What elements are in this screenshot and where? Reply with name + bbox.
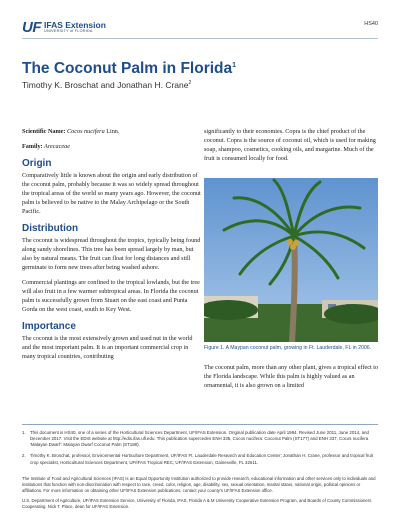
- distribution-paragraph-1: The coconut is widespread throughout the tropics, typically being found along sandy shorelines. This tree has been spread largely by man, but also by natural means. The fruit can float for long distances and still germinate to form new trees after being washed ashore.: [22, 236, 201, 271]
- logo-subtitle: UNIVERSITY of FLORIDA: [44, 29, 93, 34]
- family-line: Family: Arecaceae: [22, 142, 70, 150]
- equal-opportunity-statement: The Institute of Food and Agricultural Sciences (IFAS) is an Equal Opportunity Institution authorized to provide research, educational information and other services only to individuals and institutions that function with non-discrimination with respect to race, creed, color, religion, age, disability, sex, sexual orientation, marital status, national origin, political opinions or affiliations. For more information on obtaining other UF/IFAS Extension publications, contact your county's UF/IFAS Extension office.: [22, 476, 376, 494]
- copra-paragraph: significantly to their economies. Copra is the chief product of the coconut. Copra is the source of coconut oil, which is used for making soap, shampoo, cosmetics, cooking oils, and margarine. Much of the fruit is consumed locally for food.: [204, 128, 376, 162]
- footer-disclaimer: [22, 476, 378, 514]
- authors-footnote-ref: 2: [188, 80, 192, 87]
- importance-heading: Importance: [22, 320, 76, 332]
- publication-id: HS40: [364, 21, 378, 27]
- header-divider: [22, 38, 378, 39]
- footnotes: [22, 430, 378, 471]
- ornamental-paragraph: The coconut palm, more than any other plant, gives a tropical effect to the Florida landscape. While this palm is highly valued as an ornamental, it is also grown on a limited: [204, 364, 379, 389]
- scientific-name-line: Scientific Name: Cocos nucifera Linn.: [22, 128, 120, 135]
- palm-illustration: [204, 178, 378, 342]
- origin-paragraph: Comparatively little is known about the origin and early distribution of the coconut palm, probably because it was so widely spread throughout the tropical areas of the world so many years ago. However, the coconut palm is believed to be native to the Malay Archipelago or the South Pacific.: [22, 171, 201, 215]
- page-header: [0, 0, 400, 40]
- title-footnote-ref: 1: [232, 61, 237, 69]
- footnote-1: 1. This document is HS40, one of a series of the Horticultural Sciences Department, UF/IFAS Extension. Original publication date April 1984. Revised June 2011, June 2014, and December 2017. Visit the EDIS website at http://edis.ifas.ufl.edu. This publication supercedes ENH 336, Cocos nucifera: Coconut Palm (ST177) and ENH 337, Cocos nucifera 'Malayan Dwarf': Malayan Dwarf Coconut Palm (ST188).: [22, 430, 369, 448]
- figure-caption: Figure 1. A Maypan coconut palm, growing in Ft. Lauderdale, FL in 2006.: [204, 345, 372, 351]
- uf-mark: UF: [22, 19, 41, 36]
- left-column: [22, 128, 202, 368]
- cooperating-statement: U.S. Department of Agriculture, UF/IFAS Extension Service, University of Florida, IFAS, Florida A & M University Cooperative Extension Program, and Boards of County Commissioners Cooperating. Nick T. Place, dean for UF/IFAS Extension.: [22, 498, 372, 510]
- uf-ifas-logo: [22, 19, 106, 36]
- distribution-heading: Distribution: [22, 222, 79, 234]
- coconut-palm-photo: [204, 178, 378, 342]
- importance-paragraph: The coconut is the most extensively grown and used nut in the world and the most important palm. It is an important commercial crop in many tropical countries, contributing: [22, 334, 193, 360]
- right-column-bottom: [204, 364, 380, 391]
- right-column-top: [204, 128, 380, 170]
- footnote-divider: [22, 424, 378, 425]
- authors-line: Timothy K. Broschat and Jonathan H. Crane$^2$: [22, 80, 192, 90]
- document-title: The Coconut Palm in Florida$^1$: [22, 60, 237, 77]
- distribution-paragraph-2: Commercial plantings are confined to the tropical lowlands, but the tree will also fruit in a few warmer subtropical areas. In Florida the coconut palm is successfully grown from Stuart on the east coast and Punta Gorda on the west coast, south to Key West.: [22, 278, 200, 313]
- footnote-2: 2. Timothy K. Broschat, professor, Environmental Horticulture Department, UF/IFAS Ft. Lauderdale Research and Education Center; Jonathan H. Crane, professor and tropical fruit crop specialist, Horticultural Sciences Department, UF/IFAS Tropical REC; UF/IFAS Extension, Gainesville, FL 32611.: [22, 453, 373, 465]
- origin-heading: Origin: [22, 157, 52, 169]
- logo-title: IFAS Extension: [44, 19, 106, 30]
